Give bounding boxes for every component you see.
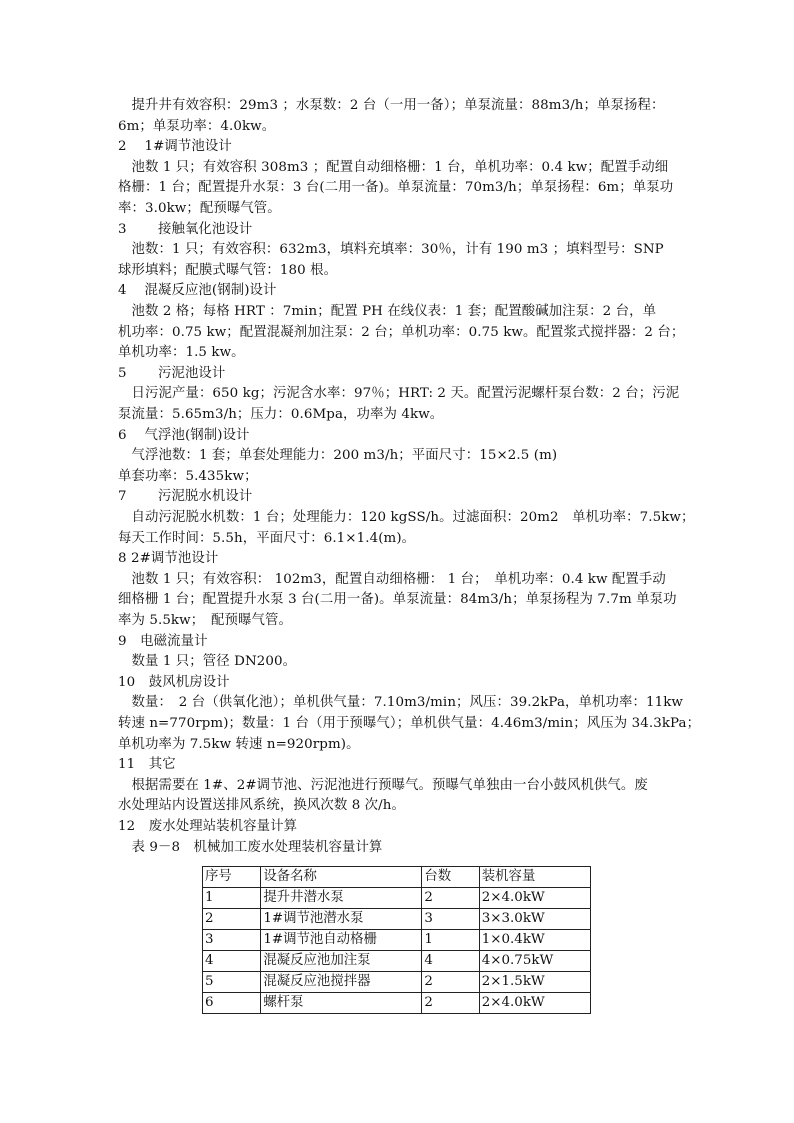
text-line: 3 接触氧化池设计 [118,221,253,237]
text-line: 细格栅 1 台；配置提升水泵 3 台(二用一备)。单泵流量：84m3/h；单泵扬程为 7.7m 单泵功 [118,592,677,608]
text-line: 2 1#调节池设计 [118,139,232,155]
text-line: 率为 5.5kw； 配预曝气管。 [118,613,292,628]
cell-index: 5 [203,972,261,993]
text-line: 池数 2 格；每格 HRT ：7min；配置 PH 在线仪表：1 套；配置酸碱加注泵：2 台，单 [118,304,657,319]
cell-index: 3 [203,930,261,951]
cell-quantity: 1 [422,930,479,951]
text-line: 12 废水处理站装机容量计算 [118,819,298,834]
text-line: 池数：1 只；有效容积：632m3，填料充填率：30％，计有 190 m3 ；填料型号：SNP [118,242,664,258]
table-header-row [203,867,591,888]
header-index: 序号 [203,867,261,888]
table-row [203,888,591,909]
text-line: 水处理站内设置送排风系统，换风次数 8 次/h。 [118,798,405,814]
cell-installed-capacity: 2×1.5kW [479,972,590,993]
cell-installed-capacity: 2×4.0kW [479,993,590,1014]
cell-installed-capacity: 1×0.4kW [479,930,590,951]
cell-equipment-name: 混凝反应池搅拌器 [261,972,422,993]
text-line: 机功率：0.75 kw；配置混凝剂加注泵：2 台；单机功率：0.75 kw。配置浆式搅拌器：2 台； [118,324,685,340]
cell-installed-capacity: 3×3.0kW [479,909,590,930]
text-line: 每天工作时间：5.5h，平面尺寸：6.1×1.4(m)。 [118,530,416,546]
cell-quantity: 3 [422,909,479,930]
text-line: 6m；单泵功率：4.0kw。 [118,118,276,134]
text-line: 自动污泥脱水机数：1 台；处理能力：120 kgSS/h。过滤面积：20m2 单机功率：7.5kw； [118,510,695,525]
table-row [203,951,591,972]
cell-index: 6 [203,993,261,1014]
cell-quantity: 4 [422,951,479,972]
cell-equipment-name: 混凝反应池加注泵 [261,951,422,972]
cell-installed-capacity: 2×4.0kW [479,888,590,909]
cell-equipment-name: 提升井潜水泵 [261,888,422,909]
text-line: 提升井有效容积：29m3 ；水泵数：2 台（一用一备）；单泵流量：88m3/h；单泵扬程： [118,98,665,113]
cell-quantity: 2 [422,888,479,909]
text-line: 池数 1 只；有效容积： 102m3，配置自动细格栅： 1 台； 单机功率：0.4 kw 配置手动 [118,571,666,587]
table-body [203,888,591,1014]
cell-installed-capacity: 4×0.75kW [479,951,590,972]
text-line: 11 其它 [118,757,176,773]
text-line: 池数 1 只；有效容积 308m3 ；配置自动细格栅：1 台，单机功率：0.4 kw；配置手动细 [118,159,669,175]
table-row [203,993,591,1014]
equipment-capacity-table [202,866,591,1014]
text-line: 表 9－8 机械加工废水处理装机容量计算 [118,839,383,855]
header-installed-capacity: 装机容量 [479,867,590,888]
cell-index: 4 [203,951,261,972]
text-line: 率：3.0kw；配预曝气管。 [118,201,281,216]
table-row [203,930,591,951]
table-row [203,909,591,930]
text-line: 根据需要在 1#、2#调节池、污泥池进行预曝气。预曝气单独由一台小鼓风机供气。废 [118,777,648,793]
cell-equipment-name: 1#调节池潜水泵 [261,909,422,930]
header-equipment-name: 设备名称 [261,867,422,888]
text-line: 单机功率：1.5 kw。 [118,345,245,361]
text-line: 格栅：1 台；配置提升水泵：3 台(二用一备)。单泵流量：70m3/h；单泵扬程：6m；单泵功 [118,180,674,196]
text-line: 转速 n=770rpm)；数量：1 台（用于预曝气）；单机供气量：4.46m3/min；风压为 34.3kPa； [118,716,701,731]
header-quantity: 台数 [422,867,479,888]
cell-index: 1 [203,888,261,909]
text-line: 7 污泥脱水机设计 [118,489,253,505]
text-line: 4 混凝反应池(钢制)设计 [118,283,277,299]
table-row [203,972,591,993]
text-line: 9 电磁流量计 [118,633,208,649]
cell-quantity: 2 [422,993,479,1014]
cell-index: 2 [203,909,261,930]
text-line: 单套功率：5.435kw； [118,468,258,484]
text-line: 泵流量：5.65m3/h；压力：0.6Mpa，功率为 4kw。 [118,407,444,422]
cell-equipment-name: 螺杆泵 [261,993,422,1014]
text-line: 5 污泥池设计 [118,365,226,381]
text-line: 数量 1 只；管径 DN200。 [118,654,297,670]
text-line: 6 气浮池(钢制)设计 [118,427,250,443]
text-line: 数量： 2 台（供氧化池）；单机供气量：7.10m3/min；风压：39.2kPa，单机功率：11kw [118,695,683,711]
cell-equipment-name: 1#调节池自动格栅 [261,930,422,951]
text-line: 单机功率为 7.5kw 转速 n=920rpm)。 [118,736,360,752]
text-line: 日污泥产量：650 kg；污泥含水率：97％；HRT: 2 天。配置污泥螺杆泵台数：2 台；污泥 [118,386,680,402]
cell-quantity: 2 [422,972,479,993]
text-line: 10 鼓风机房设计 [118,674,230,690]
text-line: 8 2#调节池设计 [118,551,219,567]
text-line: 球形填料；配膜式曝气管：180 根。 [118,262,338,278]
text-line: 气浮池数：1 套；单套处理能力：200 m3/h；平面尺寸：15×2.5 (m) [118,448,558,464]
